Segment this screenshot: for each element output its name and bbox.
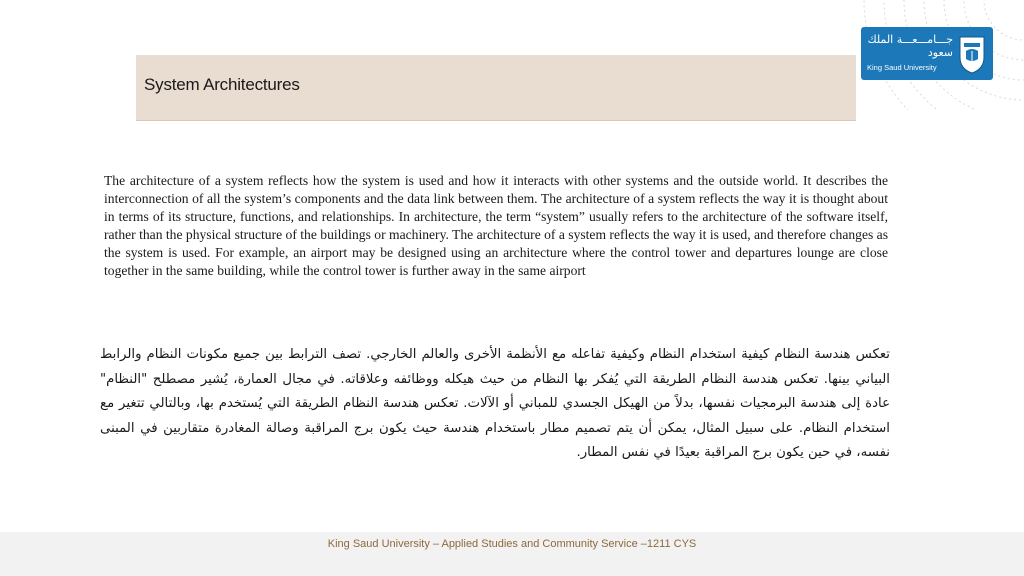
slide-title: System Architectures <box>144 75 300 94</box>
footer <box>0 532 1024 576</box>
logo-arabic-name: جـــامـــعـــة الملك سعود <box>867 33 953 59</box>
arabic-paragraph: تعكس هندسة النظام كيفية استخدام النظام وكيفية تفاعله مع الأنظمة الأخرى والعالم الخارجي. تصف الترابط بين جميع مكونات النظام والرابط البياني بينها. تعكس هندسة النظام الطريقة التي يُفكر بها النظام من حيث هيكله ووظائفه وعلاقاته. في مجال العمارة، يُشير مصطلح "النظام" عادة إلى هندسة البرمجيات نفسها، بدلاً من الهيكل الجسدي للمباني أو الآلات. تعكس هندسة النظام الطريقة التي يُستخدم بها، وبالتالي تتغير مع استخدام النظام. على سبيل المثال، يمكن أن يتم تصميم مطار باستخدام هندسة حيث يكون برج المراقبة وصالة المغادرة متقاربين في المبنى نفسه، في حين يكون برج المراقبة بعيدًا في نفس المطار. <box>100 347 890 460</box>
english-paragraph: The architecture of a system reflects how the system is used and how it interacts with other systems and the outside world. It describes the interconnection of all the system’s components and the data link between them. The architecture of a system reflects the way it is thought about in terms of its structure, functions, and relationships. In architecture, the term “system” usually refers to the architecture of the software itself, rather than the physical structure of the buildings or machinery. The architecture of a system reflects the way it is used, and therefore changes as the system is used. For example, an airport may be designed using an architecture where the control tower and departures lounge are close together in the same building, while the control tower is further away in the same airport <box>104 173 888 278</box>
university-logo <box>861 27 993 80</box>
logo-english-name: King Saud University <box>867 63 937 72</box>
footer-text: King Saud University – Applied Studies and Community Service –1211 CYS <box>327 538 697 550</box>
title-bar <box>136 55 856 121</box>
university-emblem-icon <box>956 33 988 75</box>
